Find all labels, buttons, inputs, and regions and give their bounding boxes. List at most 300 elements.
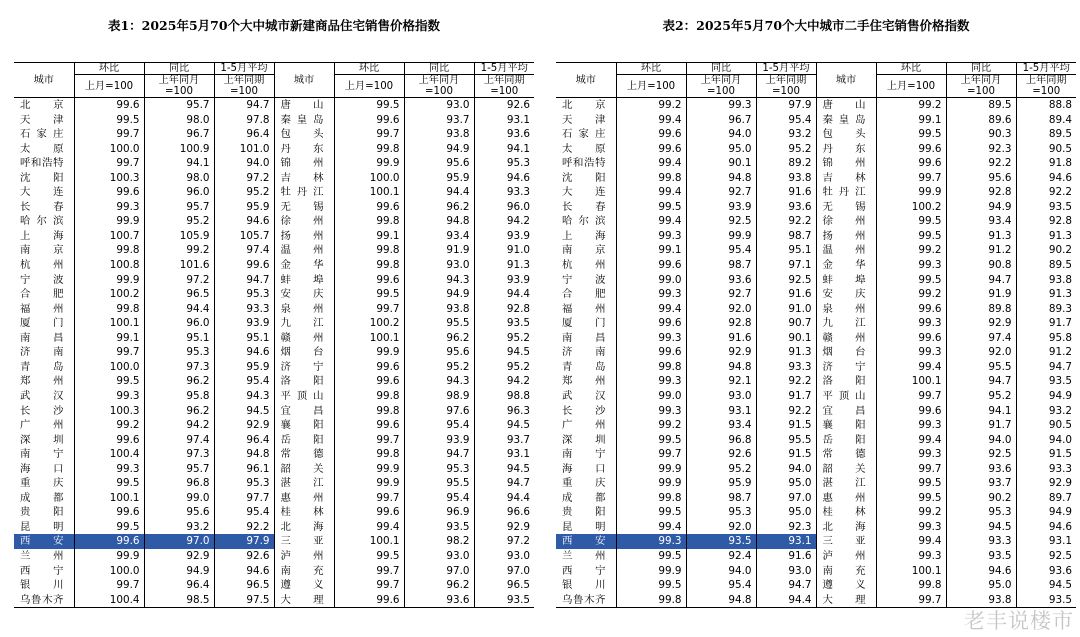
table-row <box>556 98 1076 113</box>
avg-cell: 94.6 <box>1016 520 1076 535</box>
yoy-cell: 93.8 <box>404 302 474 317</box>
city-cell: 三亚 <box>816 534 876 549</box>
mom-cell: 99.1 <box>74 331 144 346</box>
avg-cell: 91.0 <box>756 302 816 317</box>
yoy-cell: 92.1 <box>686 374 756 389</box>
yoy-cell: 92.5 <box>686 214 756 229</box>
table-row <box>556 360 1076 375</box>
mom-cell: 99.3 <box>876 520 946 535</box>
yoy-cell: 94.1 <box>144 156 214 171</box>
mom-cell: 99.6 <box>616 258 686 273</box>
yoy-cell: 91.7 <box>946 418 1016 433</box>
yoy-cell: 93.7 <box>946 476 1016 491</box>
yoy-cell: 94.9 <box>404 287 474 302</box>
mom-cell: 99.2 <box>616 418 686 433</box>
table-row <box>14 418 534 433</box>
table-row <box>556 142 1076 157</box>
mom-cell: 100.1 <box>876 374 946 389</box>
yoy-cell: 93.0 <box>404 258 474 273</box>
mom-cell: 99.3 <box>876 418 946 433</box>
table2-header-mom-base2: 上月=100 <box>876 75 946 98</box>
city-cell: 丹东 <box>816 142 876 157</box>
mom-cell: 99.8 <box>334 447 404 462</box>
yoy-cell: 99.2 <box>144 243 214 258</box>
yoy-cell: 93.4 <box>404 229 474 244</box>
mom-cell: 100.2 <box>876 200 946 215</box>
table-row <box>556 549 1076 564</box>
city-cell: 南昌 <box>20 331 64 344</box>
table1-header-yoy-base: 上年同月 =100 <box>144 75 214 98</box>
yoy-cell: 93.8 <box>404 127 474 142</box>
table1-header-mom-base: 上月=100 <box>74 75 144 98</box>
city-cell: 北京 <box>562 99 606 112</box>
city-cell: 金华 <box>816 258 876 273</box>
table-row <box>556 433 1076 448</box>
table2-title: 表2：2025年5月70个大中城市二手住宅销售价格指数 <box>662 18 970 33</box>
mom-cell: 100.1 <box>334 534 404 549</box>
yoy-cell: 105.9 <box>144 229 214 244</box>
yoy-cell: 94.0 <box>686 127 756 142</box>
avg-cell: 91.5 <box>1016 447 1076 462</box>
mom-cell: 99.6 <box>334 418 404 433</box>
mom-cell: 99.6 <box>334 593 404 608</box>
yoy-cell: 97.0 <box>144 534 214 549</box>
avg-cell: 97.9 <box>756 98 816 113</box>
mom-cell: 99.9 <box>616 564 686 579</box>
avg-cell: 92.2 <box>756 214 816 229</box>
table2-header-mom2: 环比 <box>876 63 946 75</box>
yoy-cell: 95.6 <box>144 505 214 520</box>
city-cell: 济南 <box>20 346 64 359</box>
table-row <box>556 200 1076 215</box>
yoy-cell: 97.3 <box>144 360 214 375</box>
yoy-cell: 96.2 <box>404 331 474 346</box>
avg-cell: 93.2 <box>1016 403 1076 418</box>
avg-cell: 94.2 <box>474 374 534 389</box>
mom-cell: 99.8 <box>334 389 404 404</box>
table-row <box>556 113 1076 128</box>
mom-cell: 99.6 <box>74 185 144 200</box>
avg-cell: 97.2 <box>214 171 274 186</box>
avg-cell: 95.0 <box>756 476 816 491</box>
yoy-cell: 93.5 <box>404 520 474 535</box>
city-cell: 长春 <box>562 200 606 213</box>
yoy-cell: 92.0 <box>946 345 1016 360</box>
yoy-cell: 95.4 <box>686 578 756 593</box>
avg-cell: 89.5 <box>1016 127 1076 142</box>
table-row <box>556 534 1076 549</box>
city-cell: 安庆 <box>274 287 334 302</box>
city-cell: 桂林 <box>274 505 334 520</box>
yoy-cell: 91.2 <box>946 243 1016 258</box>
avg-cell: 90.5 <box>1016 142 1076 157</box>
mom-cell: 99.2 <box>876 505 946 520</box>
avg-cell: 94.8 <box>214 447 274 462</box>
mom-cell: 99.7 <box>876 462 946 477</box>
city-cell: 湛江 <box>274 476 334 491</box>
city-cell: 包头 <box>274 127 334 142</box>
table2-header-yoy-base: 上年同月 =100 <box>686 75 756 98</box>
avg-cell: 90.5 <box>1016 418 1076 433</box>
mom-cell: 99.9 <box>616 476 686 491</box>
city-cell: 杭州 <box>20 259 64 272</box>
yoy-cell: 93.3 <box>946 534 1016 549</box>
mom-cell: 100.2 <box>74 287 144 302</box>
yoy-cell: 93.5 <box>686 534 756 549</box>
table-row <box>14 433 534 448</box>
city-cell: 乌鲁木齐 <box>556 593 616 608</box>
mom-cell: 99.4 <box>876 433 946 448</box>
city-cell: 秦皇岛 <box>816 113 876 128</box>
city-cell: 吉林 <box>274 171 334 186</box>
avg-cell: 95.5 <box>756 433 816 448</box>
city-cell: 贵阳 <box>562 506 606 519</box>
mom-cell: 99.2 <box>74 418 144 433</box>
table-row <box>556 447 1076 462</box>
table-row <box>14 98 534 113</box>
avg-cell: 96.5 <box>474 578 534 593</box>
table1-header-yoy: 同比 <box>144 63 214 75</box>
avg-cell: 94.6 <box>1016 171 1076 186</box>
avg-cell: 97.2 <box>474 534 534 549</box>
avg-cell: 93.1 <box>474 113 534 128</box>
yoy-cell: 95.1 <box>144 331 214 346</box>
avg-cell: 91.8 <box>1016 156 1076 171</box>
yoy-cell: 91.3 <box>946 229 1016 244</box>
table1-body <box>14 98 534 608</box>
table-row <box>556 418 1076 433</box>
city-cell: 呼和浩特 <box>20 157 64 170</box>
avg-cell: 91.6 <box>756 185 816 200</box>
city-cell: 大连 <box>562 186 606 199</box>
table2-header-mom: 环比 <box>616 63 686 75</box>
yoy-cell: 96.7 <box>686 113 756 128</box>
table-row <box>14 403 534 418</box>
table2-header-city: 城市 <box>556 63 616 98</box>
avg-cell: 90.1 <box>756 331 816 346</box>
city-cell: 上海 <box>562 229 606 242</box>
city-cell: 宜昌 <box>816 403 876 418</box>
avg-cell: 94.6 <box>214 214 274 229</box>
city-cell: 西宁 <box>562 564 606 577</box>
city-cell: 海口 <box>562 462 606 475</box>
table-row <box>14 578 534 593</box>
mom-cell: 99.3 <box>876 345 946 360</box>
avg-cell: 96.1 <box>214 462 274 477</box>
avg-cell: 92.6 <box>474 98 534 113</box>
city-cell: 扬州 <box>816 229 876 244</box>
city-cell: 徐州 <box>274 214 334 229</box>
mom-cell: 99.7 <box>74 156 144 171</box>
city-cell: 三亚 <box>274 534 334 549</box>
city-cell: 南宁 <box>20 448 64 461</box>
table1-header-avg: 1-5月平均 <box>214 63 274 75</box>
avg-cell: 91.5 <box>756 418 816 433</box>
yoy-cell: 98.0 <box>144 113 214 128</box>
table-row <box>14 505 534 520</box>
avg-cell: 93.1 <box>756 534 816 549</box>
yoy-cell: 96.7 <box>144 127 214 142</box>
mom-cell: 99.5 <box>616 200 686 215</box>
yoy-cell: 96.5 <box>144 287 214 302</box>
city-cell: 大连 <box>20 186 64 199</box>
yoy-cell: 92.9 <box>686 345 756 360</box>
yoy-cell: 93.0 <box>404 98 474 113</box>
city-cell: 温州 <box>816 243 876 258</box>
avg-cell: 92.5 <box>756 273 816 288</box>
avg-cell: 97.9 <box>214 534 274 549</box>
avg-cell: 91.7 <box>756 389 816 404</box>
avg-cell: 93.0 <box>756 564 816 579</box>
mom-cell: 100.0 <box>74 564 144 579</box>
mom-cell: 99.9 <box>74 273 144 288</box>
mom-cell: 99.1 <box>334 229 404 244</box>
yoy-cell: 89.5 <box>946 98 1016 113</box>
city-cell: 徐州 <box>816 214 876 229</box>
avg-cell: 92.9 <box>1016 476 1076 491</box>
avg-cell: 93.9 <box>474 273 534 288</box>
mom-cell: 99.6 <box>74 98 144 113</box>
avg-cell: 95.2 <box>756 142 816 157</box>
yoy-cell: 95.5 <box>946 360 1016 375</box>
table-row <box>14 214 534 229</box>
city-cell: 长沙 <box>562 404 606 417</box>
city-cell: 哈尔滨 <box>562 215 606 228</box>
avg-cell: 93.7 <box>474 433 534 448</box>
table2-header-avg: 1-5月平均 <box>756 63 816 75</box>
mom-cell: 100.3 <box>74 403 144 418</box>
mom-cell: 99.6 <box>74 505 144 520</box>
city-cell: 南京 <box>20 244 64 257</box>
city-cell: 北海 <box>816 520 876 535</box>
city-cell: 牡丹江 <box>816 185 876 200</box>
yoy-cell: 95.2 <box>946 389 1016 404</box>
table-row <box>14 593 534 608</box>
mom-cell: 99.7 <box>334 578 404 593</box>
avg-cell: 94.6 <box>474 171 534 186</box>
avg-cell: 97.1 <box>756 258 816 273</box>
city-cell: 西安 <box>556 534 616 549</box>
mom-cell: 99.4 <box>616 113 686 128</box>
avg-cell: 94.5 <box>474 418 534 433</box>
table2-header-city2: 城市 <box>816 63 876 98</box>
mom-cell: 99.6 <box>616 316 686 331</box>
mom-cell: 99.8 <box>334 214 404 229</box>
avg-cell: 93.1 <box>474 447 534 462</box>
yoy-cell: 92.4 <box>686 549 756 564</box>
mom-cell: 99.3 <box>876 258 946 273</box>
mom-cell: 99.2 <box>876 287 946 302</box>
city-cell: 洛阳 <box>274 374 334 389</box>
avg-cell: 95.4 <box>214 505 274 520</box>
city-cell: 南宁 <box>562 448 606 461</box>
avg-cell: 94.5 <box>1016 578 1076 593</box>
city-cell: 南昌 <box>562 331 606 344</box>
avg-cell: 92.5 <box>1016 549 1076 564</box>
yoy-cell: 92.5 <box>946 447 1016 462</box>
city-cell: 吉林 <box>816 171 876 186</box>
avg-cell: 95.3 <box>214 287 274 302</box>
mom-cell: 99.4 <box>876 360 946 375</box>
avg-cell: 94.6 <box>214 345 274 360</box>
avg-cell: 95.1 <box>214 331 274 346</box>
yoy-cell: 92.0 <box>686 302 756 317</box>
table-row <box>556 302 1076 317</box>
yoy-cell: 95.7 <box>144 200 214 215</box>
table-row <box>14 462 534 477</box>
mom-cell: 99.6 <box>876 331 946 346</box>
yoy-cell: 93.9 <box>404 433 474 448</box>
table2-body <box>556 98 1076 608</box>
mom-cell: 100.4 <box>74 447 144 462</box>
yoy-cell: 94.1 <box>946 403 1016 418</box>
yoy-cell: 94.7 <box>946 273 1016 288</box>
mom-cell: 99.9 <box>334 345 404 360</box>
city-cell: 蚌埠 <box>274 273 334 288</box>
yoy-cell: 91.6 <box>686 331 756 346</box>
city-cell: 天津 <box>562 113 606 126</box>
mom-cell: 99.5 <box>876 476 946 491</box>
city-cell: 广州 <box>562 419 606 432</box>
city-cell: 太原 <box>20 142 64 155</box>
city-cell: 哈尔滨 <box>20 215 64 228</box>
mom-cell: 99.3 <box>616 331 686 346</box>
avg-cell: 94.7 <box>214 98 274 113</box>
avg-cell: 97.5 <box>214 593 274 608</box>
avg-cell: 92.2 <box>756 374 816 389</box>
table-row <box>556 185 1076 200</box>
mom-cell: 99.4 <box>876 534 946 549</box>
yoy-cell: 98.5 <box>144 593 214 608</box>
mom-cell: 100.1 <box>74 491 144 506</box>
mom-cell: 99.6 <box>876 156 946 171</box>
mom-cell: 99.7 <box>876 389 946 404</box>
avg-cell: 93.9 <box>214 316 274 331</box>
table-row <box>556 389 1076 404</box>
mom-cell: 99.9 <box>74 214 144 229</box>
table-row <box>14 447 534 462</box>
yoy-cell: 90.2 <box>946 491 1016 506</box>
mom-cell: 99.9 <box>334 156 404 171</box>
table-row <box>14 142 534 157</box>
yoy-cell: 90.3 <box>946 127 1016 142</box>
mom-cell: 99.0 <box>616 389 686 404</box>
avg-cell: 95.4 <box>756 113 816 128</box>
yoy-cell: 91.9 <box>946 287 1016 302</box>
mom-cell: 99.8 <box>74 243 144 258</box>
city-cell: 福州 <box>20 302 64 315</box>
table-row <box>556 491 1076 506</box>
avg-cell: 93.3 <box>1016 462 1076 477</box>
table-row <box>556 345 1076 360</box>
mom-cell: 99.6 <box>616 127 686 142</box>
yoy-cell: 94.3 <box>404 374 474 389</box>
city-cell: 北京 <box>20 99 64 112</box>
city-cell: 武汉 <box>562 389 606 402</box>
yoy-cell: 95.9 <box>686 476 756 491</box>
city-cell: 扬州 <box>274 229 334 244</box>
yoy-cell: 97.0 <box>404 564 474 579</box>
avg-cell: 95.9 <box>214 200 274 215</box>
city-cell: 烟台 <box>274 345 334 360</box>
city-cell: 温州 <box>274 243 334 258</box>
avg-cell: 93.6 <box>474 127 534 142</box>
mom-cell: 99.7 <box>334 491 404 506</box>
avg-cell: 93.5 <box>474 593 534 608</box>
yoy-cell: 95.2 <box>686 462 756 477</box>
avg-cell: 92.9 <box>214 418 274 433</box>
yoy-cell: 92.6 <box>686 447 756 462</box>
mom-cell: 99.6 <box>334 360 404 375</box>
mom-cell: 99.1 <box>876 113 946 128</box>
table-row <box>556 229 1076 244</box>
yoy-cell: 94.7 <box>946 374 1016 389</box>
yoy-cell: 93.0 <box>686 389 756 404</box>
avg-cell: 97.0 <box>756 491 816 506</box>
table-row <box>556 243 1076 258</box>
mom-cell: 99.4 <box>616 185 686 200</box>
city-cell: 青岛 <box>562 360 606 373</box>
yoy-cell: 98.2 <box>404 534 474 549</box>
yoy-cell: 99.3 <box>686 98 756 113</box>
yoy-cell: 95.6 <box>404 345 474 360</box>
mom-cell: 99.9 <box>616 462 686 477</box>
city-cell: 岳阳 <box>274 433 334 448</box>
table1-header-mom-base2: 上月=100 <box>334 75 404 98</box>
table-row <box>556 156 1076 171</box>
city-cell: 丹东 <box>274 142 334 157</box>
yoy-cell: 97.4 <box>946 331 1016 346</box>
table1-header-city2: 城市 <box>274 63 334 98</box>
table-row <box>14 345 534 360</box>
mom-cell: 99.5 <box>876 127 946 142</box>
yoy-cell: 100.9 <box>144 142 214 157</box>
city-cell: 洛阳 <box>816 374 876 389</box>
city-cell: 天津 <box>20 113 64 126</box>
avg-cell: 97.4 <box>214 243 274 258</box>
yoy-cell: 98.0 <box>144 171 214 186</box>
mom-cell: 99.9 <box>334 476 404 491</box>
mom-cell: 99.7 <box>334 433 404 448</box>
yoy-cell: 92.3 <box>946 142 1016 157</box>
mom-cell: 100.3 <box>74 171 144 186</box>
mom-cell: 100.0 <box>74 360 144 375</box>
city-cell: 泉州 <box>816 302 876 317</box>
avg-cell: 94.1 <box>474 142 534 157</box>
avg-cell: 94.4 <box>756 593 816 608</box>
mom-cell: 99.1 <box>616 243 686 258</box>
avg-cell: 92.9 <box>474 520 534 535</box>
table2-header-avg-base: 上年同期 =100 <box>756 75 816 98</box>
city-cell: 重庆 <box>562 477 606 490</box>
table-row <box>556 578 1076 593</box>
yoy-cell: 93.2 <box>144 520 214 535</box>
mom-cell: 100.1 <box>334 331 404 346</box>
avg-cell: 93.3 <box>756 360 816 375</box>
city-cell: 济南 <box>562 346 606 359</box>
table-row <box>14 273 534 288</box>
avg-cell: 94.7 <box>1016 360 1076 375</box>
mom-cell: 99.5 <box>876 229 946 244</box>
avg-cell: 93.2 <box>756 127 816 142</box>
yoy-cell: 94.8 <box>686 360 756 375</box>
mom-cell: 99.6 <box>334 200 404 215</box>
yoy-cell: 95.2 <box>404 360 474 375</box>
yoy-cell: 96.2 <box>144 403 214 418</box>
yoy-cell: 93.5 <box>946 549 1016 564</box>
avg-cell: 91.6 <box>756 549 816 564</box>
yoy-cell: 96.9 <box>404 505 474 520</box>
